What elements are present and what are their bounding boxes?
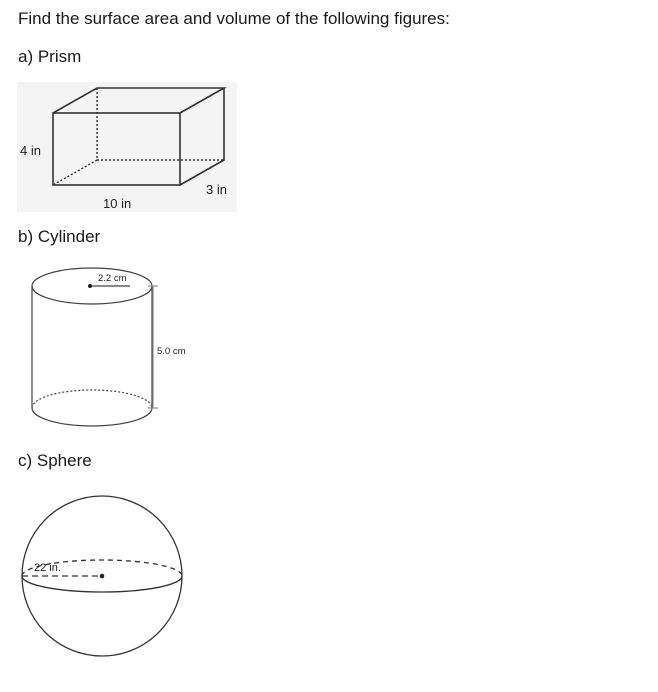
prism-height-label: 4 in	[20, 143, 41, 158]
question-text: Find the surface area and volume of the following figures:	[18, 9, 450, 28]
prism-figure	[17, 82, 237, 212]
cylinder-figure	[22, 262, 202, 437]
heading-cylinder: b) Cylinder	[18, 227, 101, 246]
prism-depth-label: 3 in	[206, 182, 227, 197]
heading-sphere: c) Sphere	[18, 451, 92, 470]
heading-prism: a) Prism	[18, 47, 82, 66]
sphere-figure	[20, 495, 185, 660]
cylinder-center-dot	[88, 284, 92, 288]
prism-length-label: 10 in	[103, 196, 132, 211]
cylinder-bottom-back-arc	[32, 390, 152, 408]
cylinder-bottom-front-arc	[32, 408, 152, 426]
sphere-center-dot	[100, 574, 105, 579]
sphere-equator-front	[22, 576, 182, 592]
sphere-radius-label: 22 in.	[34, 562, 61, 574]
cylinder-height-label: 5.0 cm	[157, 346, 186, 357]
prism-figure-background	[17, 82, 237, 212]
cylinder-radius-label: 2.2 cm	[98, 273, 127, 284]
